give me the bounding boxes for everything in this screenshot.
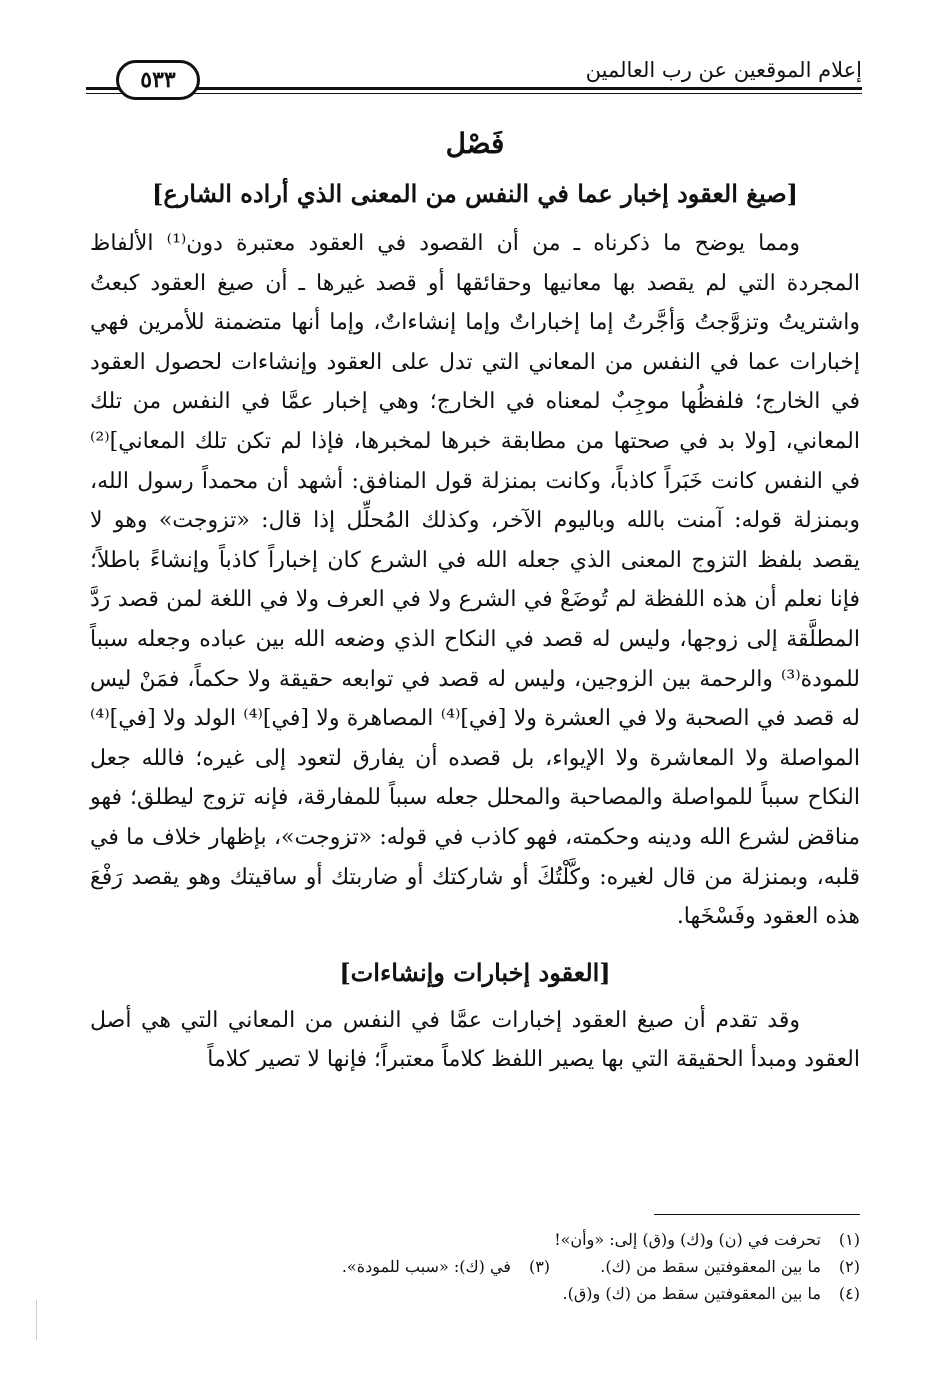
footnote-4-number: (٤) <box>838 1284 860 1303</box>
footnote-2-text: ما بين المعقوفتين سقط من (ك). <box>600 1257 821 1276</box>
heading-contracts-reports: [العقود إخبارات وإنشاءات] <box>339 957 611 987</box>
header-rule-thick <box>86 87 862 90</box>
section-title: فَصْل <box>445 127 505 160</box>
footnote-rule <box>654 1214 860 1215</box>
footnote-4 <box>180 1280 860 1307</box>
page-number: ٥٣٣ <box>116 60 200 100</box>
footnotes <box>180 1226 860 1307</box>
footnote-3-text: في (ك): «سبب للمودة». <box>341 1257 511 1276</box>
running-title: إعلام الموقعين عن رب العالمين <box>585 58 862 82</box>
footnote-1-number: (١) <box>838 1230 860 1249</box>
paragraph-2: وقد تقدم أن صيغ العقود إخبارات عمَّا في النفس من المعاني التي هي أصل العقود ومبدأ الحقيقة التي بها يصير اللفظ كلاماً معتبراً؛ فإنها لا تصير كلاماً <box>90 1007 860 1073</box>
main-text <box>90 126 860 1102</box>
footnote-3-number: (٣) <box>528 1257 551 1276</box>
running-header <box>86 50 862 100</box>
footnote-1-text: تحرفت في (ن) و(ك) و(ق) إلى: «وأن»! <box>554 1230 821 1249</box>
footnote-2-3 <box>180 1253 860 1280</box>
footnote-1 <box>180 1226 860 1253</box>
paragraph-1: ومما يوضح ما ذكرناه ـ من أن القصود في العقود معتبرة دون⁽¹⁾ الألفاظ المجردة التي لم يقصد بها معانيها وحقائقها أو قصد غيرها ـ أن صيغ العقود كبعتُ واشتريتُ وتزوَّجتُ وَأجَّرتُ إما إخباراتٌ وإما إنشاءاتٌ، وإما أنها متضمنة للأمرين فهي إخبارات عما في النفس من المعاني التي تدل على العقود وإنشاءات لحصول العقود في الخارج؛ فلفظُها موجِبٌ لمعناه في الخارج؛ وهي إخبار عمَّا في النفس من تلك المعاني، [ولا بد في صحتها من مطابقة خبرها لمخبرها، فإذا لم تكن تلك المعاني]⁽²⁾ في النفس كانت خَبَراً كاذباً، وكانت بمنزلة قول المنافق: أشهد أن محمداً رسول الله، وبمنزلة قوله: آمنت بالله وباليوم الآخر، وكذلك المُحلِّل إذا قال: «تزوجت» وهو لا يقصد بلفظ التزوج المعنى الذي جعله الله في الشرع كان إخباراً كاذباً وإنشاءً باطلاً؛ فإنا نعلم أن هذه اللفظة لم تُوضَعْ في الشرع ولا في العرف ولا في اللغة لمن قصد رَدَّ المطلَّقة إلى زوجها، وليس له قصد في النكاح الذي وضعه الله بين عباده وجعله سبباً للمودة⁽³⁾ والرحمة بين الزوجين، وليس له قصد في توابعه حقيقة ولا حكماً، فمَنْ ليس له قصد في الصحبة ولا في العشرة ولا [في]⁽⁴⁾ المصاهرة ولا [في]⁽⁴⁾ الولد ولا [في]⁽⁴⁾ المواصلة ولا المعاشرة ولا الإيواء، بل قصده أن يفارق لتعود إلى غيره؛ فالله جعل النكاح سبباً للمواصلة والمصاحبة والمحلل جعله سبباً للمفارقة، فإنه تزوج ليطلق؛ فهو مناقض لشرع الله ودينه وحكمته، فهو كاذب في قوله: «تزوجت»، بإظهار خلاف ما في قلبه، وبمنزلة من قال لغيره: وكَّلْتُكَ أو شاركتك أو ضاربتك أو ساقيتك وهو يقصد رَفْعَ هذه العقود وفَسْخَها. <box>90 231 860 930</box>
heading-contract-formulas: [صيغ العقود إخبار عما في النفس من المعنى الذي أراده الشارع] <box>151 179 798 208</box>
header-rule-thin <box>86 93 862 94</box>
footnote-2-number: (٢) <box>838 1257 860 1276</box>
footnote-4-text: ما بين المعقوفتين سقط من (ك) و(ق). <box>562 1284 821 1303</box>
crop-mark <box>36 1300 37 1340</box>
